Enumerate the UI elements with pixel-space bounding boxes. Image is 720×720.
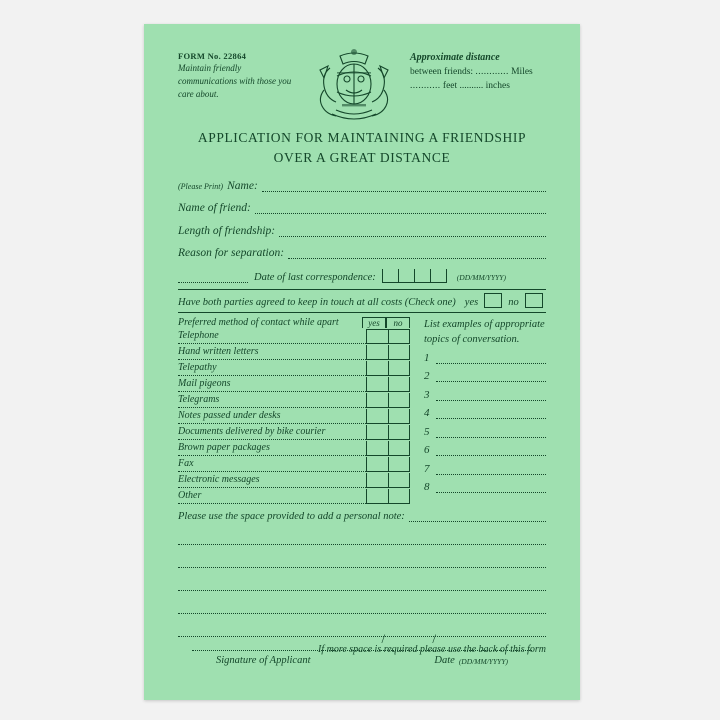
form-document (144, 24, 580, 700)
page-title-line-1: APPLICATION FOR MAINTAINING A FRIENDSHIP (197, 130, 527, 145)
contact-method-label: Mail pigeons (178, 376, 366, 392)
column-header-no: no (386, 317, 410, 328)
date-slash-marks: / / (381, 631, 458, 646)
date-row-leader (178, 271, 248, 283)
topic-input[interactable] (436, 351, 546, 364)
topic-input[interactable] (436, 443, 546, 456)
label-reason-for-separation: Reason for separation: (178, 247, 285, 259)
checkbox-no[interactable] (388, 441, 410, 456)
checkbox-yes[interactable] (366, 345, 388, 360)
form-inner (158, 36, 566, 688)
form-tagline: Maintain friendly communications with those you care about. (178, 63, 292, 100)
checkbox-no[interactable] (388, 345, 410, 360)
form-header (158, 36, 566, 122)
distance-miles-dots[interactable]: ............ (475, 67, 509, 77)
topic-line (424, 480, 546, 493)
table-row (178, 344, 410, 360)
checkbox-agreed-no[interactable] (525, 293, 543, 308)
field-row-friend-name (178, 201, 546, 214)
crest-emblem-icon (306, 46, 402, 122)
topic-line (424, 425, 546, 438)
topic-number: 5 (424, 425, 430, 438)
checkbox-no[interactable] (388, 425, 410, 440)
topic-input[interactable] (436, 369, 546, 382)
date-boxes-group[interactable] (382, 269, 447, 283)
table-row (178, 328, 410, 344)
topic-input[interactable] (436, 480, 546, 493)
topic-line (424, 406, 546, 419)
date-of-last-correspondence-row (178, 269, 546, 283)
topic-input[interactable] (436, 406, 546, 419)
checkbox-yes[interactable] (366, 425, 388, 440)
label-name-of-friend: Name of friend: (178, 202, 251, 214)
label-signature-of-applicant: Signature of Applicant (216, 655, 311, 666)
checkbox-yes[interactable] (366, 393, 388, 408)
field-row-name (178, 179, 546, 192)
personal-note-input[interactable] (178, 533, 546, 545)
checkbox-no[interactable] (388, 361, 410, 376)
contact-method-label: Telegrams (178, 392, 366, 408)
form-number: FORM No. 22864 (178, 51, 247, 61)
distance-miles-unit: Miles (511, 67, 533, 77)
topic-number: 8 (424, 481, 430, 494)
contact-method-label: Hand written letters (178, 344, 366, 360)
label-date: Date (434, 655, 455, 666)
checkbox-no[interactable] (388, 473, 410, 488)
label-personal-note: Please use the space provided to add a personal note: (178, 510, 405, 522)
table-row (178, 392, 410, 408)
personal-note-input[interactable] (178, 579, 546, 591)
topics-section (410, 317, 546, 504)
contact-methods-table (178, 317, 410, 504)
distance-feet-dots[interactable]: ........... (410, 81, 441, 92)
checkbox-yes[interactable] (366, 377, 388, 392)
label-name: Name: (227, 179, 258, 192)
page-title (158, 128, 566, 169)
date-box[interactable] (382, 269, 398, 283)
footer-labels (192, 655, 532, 666)
table-row (178, 376, 410, 392)
checkbox-yes[interactable] (366, 441, 388, 456)
table-row (178, 456, 410, 472)
topic-number: 2 (424, 370, 430, 383)
personal-note-input[interactable] (178, 556, 546, 568)
input-length-of-friendship[interactable] (279, 224, 546, 237)
label-agreement-question: Have both parties agreed to keep in touch at all costs (Check one) (178, 296, 456, 308)
checkbox-no[interactable] (388, 377, 410, 392)
personal-note-input[interactable] (178, 602, 546, 614)
topic-line (424, 351, 546, 364)
contact-table-header (178, 317, 410, 328)
distance-feet-inches-unit: feet .......... inches (442, 81, 510, 92)
checkbox-no[interactable] (388, 409, 410, 424)
topic-line (424, 388, 546, 401)
contact-method-label: Electronic messages (178, 472, 366, 488)
checkbox-no[interactable] (388, 489, 410, 504)
table-row (178, 424, 410, 440)
footer-date-group (434, 655, 508, 666)
contact-method-label: Documents delivered by bike courier (178, 424, 366, 440)
agreement-answer-group (462, 293, 546, 308)
topic-number: 3 (424, 388, 430, 401)
input-name[interactable] (262, 179, 546, 192)
column-header-yes: yes (362, 317, 386, 328)
checkbox-yes[interactable] (366, 473, 388, 488)
personal-note-input[interactable] (409, 510, 546, 522)
date-box[interactable] (398, 269, 414, 283)
field-row-reason-separation (178, 246, 546, 259)
contact-and-topics-section (178, 312, 546, 504)
date-box[interactable] (414, 269, 430, 283)
distance-miles-row (410, 65, 550, 79)
topic-number: 7 (424, 462, 430, 475)
contact-method-label: Brown paper packages (178, 440, 366, 456)
checkbox-yes[interactable] (366, 409, 388, 424)
topic-input[interactable] (436, 425, 546, 438)
back-of-form-note: If more space is required please use the back of this form (317, 643, 546, 655)
checkbox-no[interactable] (388, 457, 410, 472)
please-print-hint: (Please Print) (178, 181, 224, 191)
page-title-line-2: OVER A GREAT DISTANCE (273, 150, 451, 166)
date-label-hint: (DD/MM/YYYY) (458, 657, 508, 666)
contact-method-label: Notes passed under desks (178, 408, 366, 424)
table-row (178, 440, 410, 456)
contact-table-title: Preferred method of contact while apart (178, 316, 339, 328)
agreement-question-row (178, 289, 546, 308)
topic-number: 1 (424, 351, 430, 364)
distance-between-label: between friends: (410, 67, 474, 77)
distance-feet-inches-row (410, 79, 550, 93)
label-agreed-yes: yes (464, 296, 479, 308)
signature-line[interactable] (192, 648, 532, 651)
topic-number: 6 (424, 444, 430, 457)
topic-number: 4 (424, 407, 430, 420)
contact-method-label: Fax (178, 456, 366, 472)
table-row (178, 472, 410, 488)
checkbox-yes[interactable] (366, 329, 388, 344)
date-format-hint: (DD/MM/YYYY) (456, 272, 506, 282)
checkbox-yes[interactable] (366, 361, 388, 376)
personal-note-first-line (178, 510, 546, 522)
topic-input[interactable] (436, 462, 546, 475)
contact-method-label: Other (178, 488, 366, 504)
contact-method-label: Telepathy (178, 360, 366, 376)
label-agreed-no: no (508, 296, 519, 308)
table-row (178, 488, 410, 504)
field-row-length-friendship (178, 224, 546, 237)
topic-input[interactable] (436, 388, 546, 401)
topic-line (424, 462, 546, 475)
approximate-distance-title: Approximate distance (410, 52, 500, 63)
label-length-of-friendship: Length of friendship: (178, 224, 276, 237)
input-reason-for-separation[interactable] (288, 246, 546, 259)
checkbox-agreed-yes[interactable] (484, 293, 502, 308)
contact-table-columns (362, 317, 410, 328)
table-row (178, 408, 410, 424)
contact-method-label: Telephone (178, 328, 366, 344)
checkbox-yes[interactable] (366, 457, 388, 472)
date-box[interactable] (430, 269, 447, 283)
checkbox-yes[interactable] (366, 489, 388, 504)
header-right-block (410, 50, 550, 94)
topic-line (424, 369, 546, 382)
header-left-block (178, 50, 298, 101)
checkbox-no[interactable] (388, 393, 410, 408)
topics-caption: List examples of appropriate topics of conversation. (424, 318, 545, 345)
label-date-of-last-correspondence: Date of last correspondence: (254, 271, 376, 283)
signature-footer (192, 631, 532, 666)
table-row (178, 360, 410, 376)
primary-fields (178, 179, 546, 308)
input-name-of-friend[interactable] (255, 201, 546, 214)
checkbox-no[interactable] (388, 329, 410, 344)
topic-line (424, 443, 546, 456)
